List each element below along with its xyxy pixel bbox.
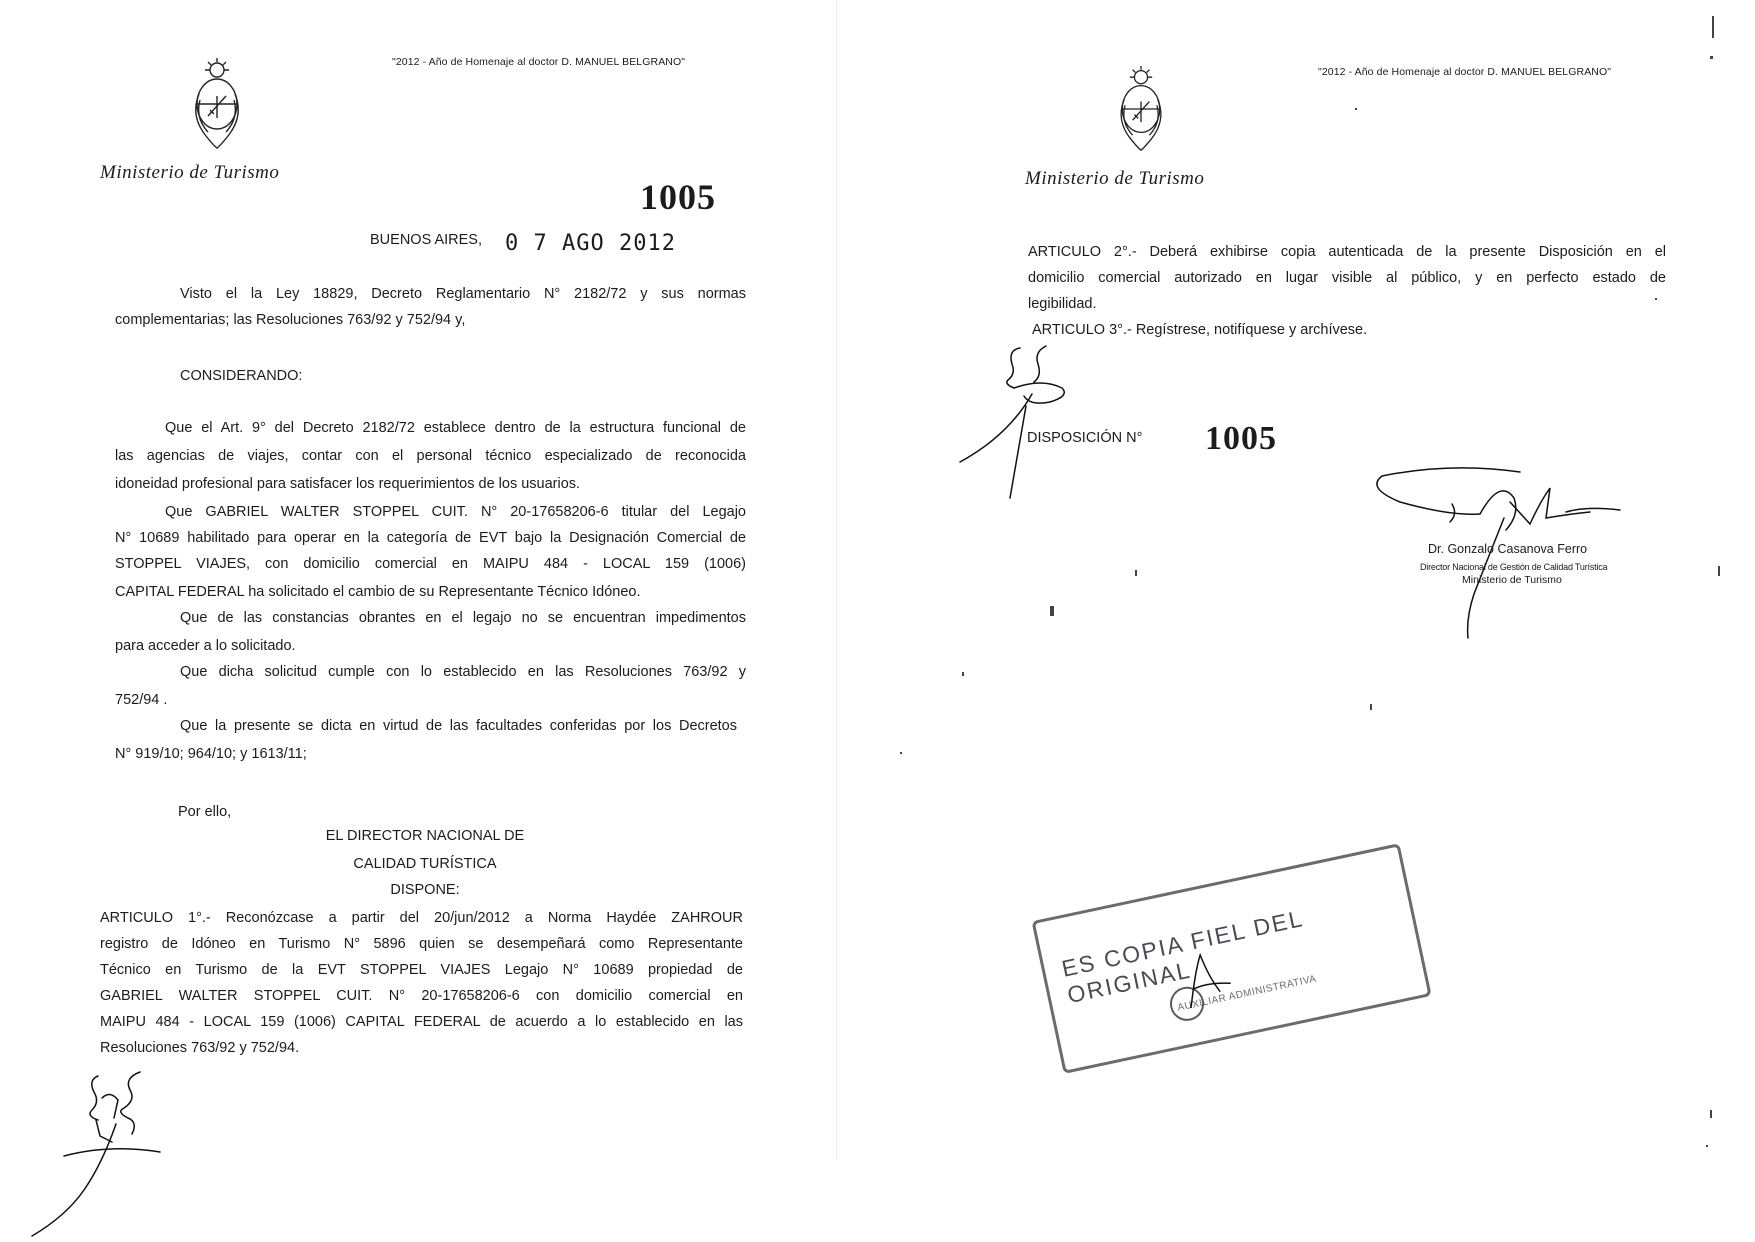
scan-speck [1706, 1145, 1708, 1147]
signatory-name: Dr. Gonzalo Casanova Ferro [1428, 542, 1588, 556]
initials-signature [20, 1060, 190, 1240]
stamp-subtitle: AUXILIAR ADMINISTRATIVA [1176, 973, 1318, 1014]
paragraph-5-line-2: N° 919/10; 964/10; y 1613/11; [115, 746, 307, 762]
paragraph-1-line-1: Que el Art. 9° del Decreto 2182/72 establece dentro de la estructura funcional de [165, 420, 746, 436]
scan-speck [1370, 704, 1372, 710]
date-stamp: 0 7 AGO 2012 [505, 231, 676, 256]
ministry-name: Ministerio de Turismo [1025, 168, 1205, 189]
paragraph-2-line-3: STOPPEL VIAJES, con domicilio comercial en MAIPU 484 - LOCAL 159 (1006) [115, 556, 746, 572]
signatory-ministry: Ministerio de Turismo [1462, 574, 1562, 586]
scan-speck [962, 672, 964, 676]
document-number: 1005 [640, 177, 716, 217]
article-2-line-1: ARTICULO 2°.- Deberá exhibirse copia autenticada de la presente Disposición en el [1028, 244, 1666, 260]
signatory-title: Director Nacional de Gestión de Calidad Turística [1420, 562, 1608, 572]
visto-line-1: Visto el la Ley 18829, Decreto Reglamentario N° 2182/72 y sus normas [180, 286, 746, 302]
initials-signature [950, 336, 1090, 506]
paragraph-1-line-3: idoneidad profesional para satisfacer los requerimientos de los usuarios. [115, 476, 581, 492]
stamp-initial-signature [1172, 943, 1243, 1014]
left-page [0, 0, 838, 1242]
paragraph-2-line-1: Que GABRIEL WALTER STOPPEL CUIT. N° 20-17658206-6 titular del Legajo [165, 504, 746, 520]
visto-line-2: complementarias; las Resoluciones 763/92 y 752/94 y, [115, 312, 466, 328]
argentina-coat-of-arms-icon [1112, 64, 1170, 154]
director-signature [1370, 458, 1630, 658]
article-2-line-2: domicilio comercial autorizado en lugar visible al público, y en perfecto estado de [1028, 270, 1666, 286]
paragraph-4-line-1: Que dicha solicitud cumple con lo establecido en las Resoluciones 763/92 y [180, 664, 746, 680]
article-1-line-5: MAIPU 484 - LOCAL 159 (1006) CAPITAL FEDERAL de acuerdo a lo establecido en las [100, 1014, 743, 1030]
director-title-line-1: EL DIRECTOR NACIONAL DE [325, 828, 525, 844]
director-title-line-2: CALIDAD TURÍSTICA [353, 856, 497, 872]
considerando-heading: CONSIDERANDO: [180, 368, 303, 384]
motto-header: "2012 - Año de Homenaje al doctor D. MANUEL BELGRANO" [392, 56, 686, 68]
scan-speck [1135, 570, 1137, 576]
location-label: BUENOS AIRES, [370, 232, 483, 248]
disposicion-number: 1005 [1205, 420, 1277, 457]
article-1-line-1: ARTICULO 1°.- Reconózcase a partir del 20/jun/2012 a Norma Haydée ZAHROUR [100, 910, 743, 926]
article-1-line-3: Técnico en Turismo de la EVT STOPPEL VIAJES Legajo N° 10689 propiedad de [100, 962, 743, 978]
scan-speck [1710, 56, 1713, 59]
paragraph-1-line-2: las agencias de viajes, contar con el personal técnico especializado de reconocida [115, 448, 746, 464]
article-2-line-3: legibilidad. [1028, 296, 1097, 312]
por-ello: Por ello, [178, 804, 232, 820]
article-1-line-4: GABRIEL WALTER STOPPEL CUIT. N° 20-17658206-6 con domicilio comercial en [100, 988, 743, 1004]
scan-speck [1355, 108, 1357, 110]
scan-speck [1718, 566, 1720, 576]
paragraph-5-line-1: Que la presente se dicta en virtud de las facultades conferidas por los Decretos [180, 718, 737, 734]
scan-speck [1655, 298, 1657, 300]
scan-speck [1710, 1110, 1712, 1118]
scan-speck [900, 752, 902, 754]
article-1-line-6: Resoluciones 763/92 y 752/94. [100, 1040, 300, 1056]
article-1-line-2: registro de Idóneo en Turismo N° 5896 quien se desempeñará como Representante [100, 936, 743, 952]
paragraph-3-line-1: Que de las constancias obrantes en el legajo no se encuentran impedimentos [180, 610, 746, 626]
paragraph-2-line-2: N° 10689 habilitado para operar en la categoría de EVT bajo la Designación Comercial de [115, 530, 746, 546]
paragraph-2-line-4: CAPITAL FEDERAL ha solicitado el cambio de su Representante Técnico Idóneo. [115, 584, 641, 600]
paragraph-3-line-2: para acceder a lo solicitado. [115, 638, 296, 654]
scan-speck [1050, 606, 1054, 616]
motto-header: "2012 - Año de Homenaje al doctor D. MANUEL BELGRANO" [1318, 66, 1612, 78]
scan-speck [1712, 16, 1714, 38]
dispone-heading: DISPONE: [390, 882, 460, 898]
ministry-name: Ministerio de Turismo [100, 162, 280, 183]
argentina-coat-of-arms-icon [186, 56, 248, 152]
disposicion-label: DISPOSICIÓN N° [1027, 430, 1143, 446]
stamp-text: ES COPIA FIEL DEL ORIGINAL [1059, 905, 1306, 1009]
article-3: ARTICULO 3°.- Regístrese, notifíquese y archívese. [1032, 322, 1368, 338]
paragraph-4-line-2: 752/94 . [115, 692, 168, 708]
